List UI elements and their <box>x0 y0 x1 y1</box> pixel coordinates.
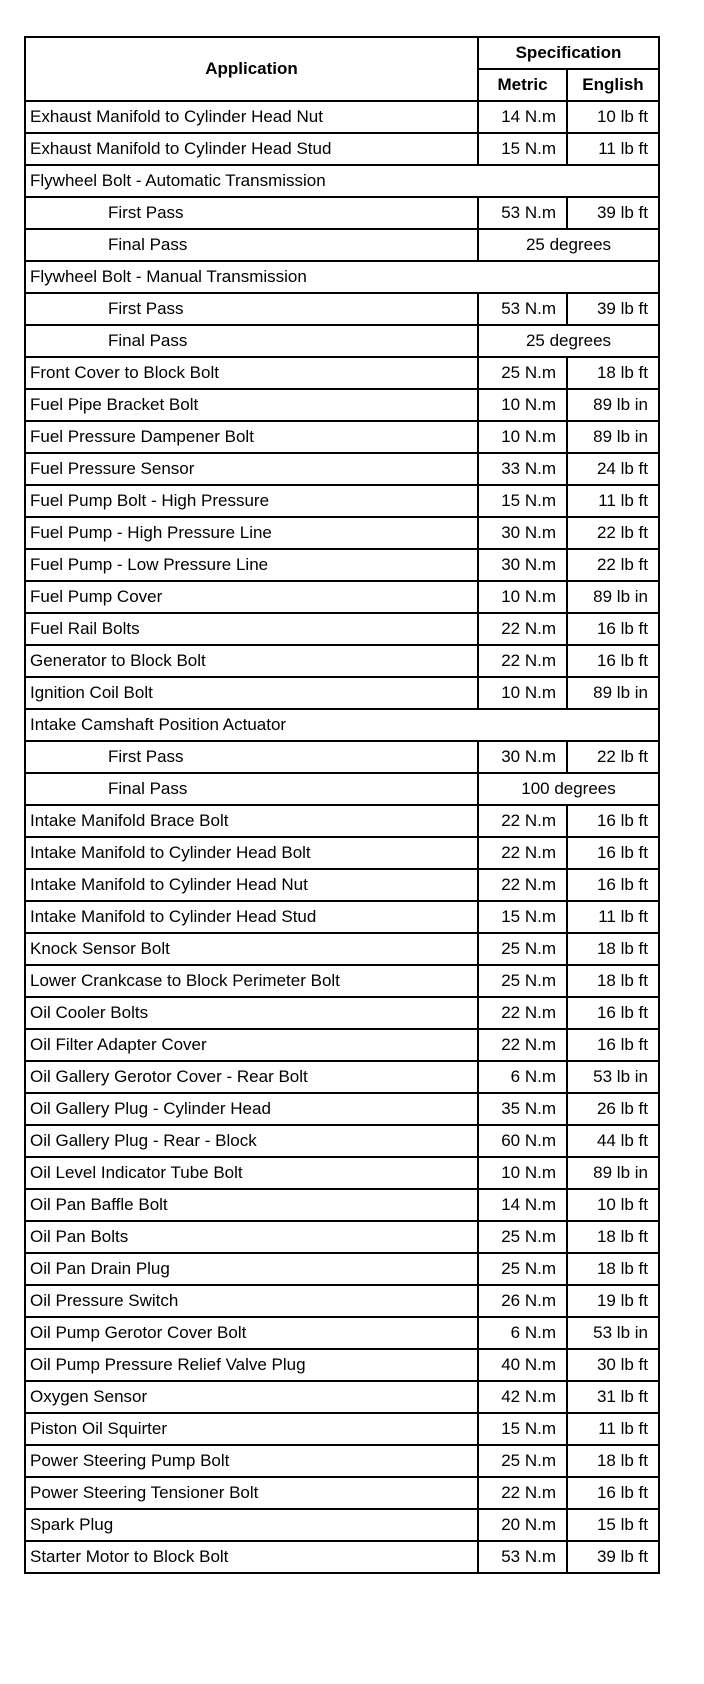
english-cell: 31 lb ft <box>567 1381 659 1413</box>
angle-spec-cell: 25 degrees <box>478 229 659 261</box>
table-row <box>25 1509 659 1541</box>
english-cell: 16 lb ft <box>567 1477 659 1509</box>
table-row <box>25 645 659 677</box>
table-row <box>25 421 659 453</box>
application-cell: Oil Filter Adapter Cover <box>25 1029 478 1061</box>
english-cell: 10 lb ft <box>567 1189 659 1221</box>
application-cell: Final Pass <box>25 325 478 357</box>
group-heading-cell: Flywheel Bolt - Manual Transmission <box>25 261 659 293</box>
english-cell: 16 lb ft <box>567 613 659 645</box>
table-row <box>25 101 659 133</box>
table-row <box>25 837 659 869</box>
application-cell: Fuel Pump - Low Pressure Line <box>25 549 478 581</box>
table-row <box>25 677 659 709</box>
table-row <box>25 1253 659 1285</box>
metric-cell: 40 N.m <box>478 1349 567 1381</box>
english-cell: 89 lb in <box>567 389 659 421</box>
table-row <box>25 357 659 389</box>
application-cell: Final Pass <box>25 773 478 805</box>
application-cell: First Pass <box>25 197 478 229</box>
english-cell: 24 lb ft <box>567 453 659 485</box>
english-cell: 53 lb in <box>567 1317 659 1349</box>
metric-cell: 10 N.m <box>478 677 567 709</box>
english-cell: 18 lb ft <box>567 1445 659 1477</box>
application-cell: Oil Gallery Plug - Cylinder Head <box>25 1093 478 1125</box>
group-heading-cell: Intake Camshaft Position Actuator <box>25 709 659 741</box>
english-cell: 39 lb ft <box>567 197 659 229</box>
table-row <box>25 613 659 645</box>
table-row <box>25 517 659 549</box>
table-row <box>25 869 659 901</box>
metric-cell: 22 N.m <box>478 869 567 901</box>
header-row <box>25 37 659 69</box>
metric-cell: 22 N.m <box>478 645 567 677</box>
metric-cell: 15 N.m <box>478 485 567 517</box>
application-cell: Power Steering Tensioner Bolt <box>25 1477 478 1509</box>
table-row <box>25 1061 659 1093</box>
metric-cell: 22 N.m <box>478 997 567 1029</box>
metric-cell: 6 N.m <box>478 1317 567 1349</box>
application-cell: Fuel Rail Bolts <box>25 613 478 645</box>
english-cell: 89 lb in <box>567 677 659 709</box>
application-cell: Fuel Pump Bolt - High Pressure <box>25 485 478 517</box>
table-row <box>25 805 659 837</box>
metric-cell: 60 N.m <box>478 1125 567 1157</box>
application-cell: First Pass <box>25 293 478 325</box>
header-metric: Metric <box>478 69 567 101</box>
english-cell: 10 lb ft <box>567 101 659 133</box>
english-cell: 18 lb ft <box>567 1221 659 1253</box>
table-row <box>25 261 659 293</box>
header-specification: Specification <box>478 37 659 69</box>
application-cell: Oil Pump Pressure Relief Valve Plug <box>25 1349 478 1381</box>
english-cell: 22 lb ft <box>567 549 659 581</box>
metric-cell: 20 N.m <box>478 1509 567 1541</box>
table-row <box>25 1541 659 1573</box>
metric-cell: 35 N.m <box>478 1093 567 1125</box>
table-row <box>25 1381 659 1413</box>
application-cell: Oil Pan Baffle Bolt <box>25 1189 478 1221</box>
english-cell: 11 lb ft <box>567 901 659 933</box>
group-heading-cell: Flywheel Bolt - Automatic Transmission <box>25 165 659 197</box>
english-cell: 11 lb ft <box>567 485 659 517</box>
table-row <box>25 165 659 197</box>
table-row <box>25 997 659 1029</box>
metric-cell: 25 N.m <box>478 933 567 965</box>
english-cell: 39 lb ft <box>567 293 659 325</box>
application-cell: Oil Pressure Switch <box>25 1285 478 1317</box>
metric-cell: 10 N.m <box>478 581 567 613</box>
english-cell: 19 lb ft <box>567 1285 659 1317</box>
english-cell: 18 lb ft <box>567 965 659 997</box>
application-cell: Oil Cooler Bolts <box>25 997 478 1029</box>
angle-spec-cell: 25 degrees <box>478 325 659 357</box>
metric-cell: 15 N.m <box>478 1413 567 1445</box>
metric-cell: 53 N.m <box>478 197 567 229</box>
metric-cell: 10 N.m <box>478 389 567 421</box>
english-cell: 26 lb ft <box>567 1093 659 1125</box>
table-row <box>25 325 659 357</box>
english-cell: 18 lb ft <box>567 357 659 389</box>
application-cell: Piston Oil Squirter <box>25 1413 478 1445</box>
english-cell: 44 lb ft <box>567 1125 659 1157</box>
metric-cell: 15 N.m <box>478 901 567 933</box>
english-cell: 16 lb ft <box>567 997 659 1029</box>
table-row <box>25 1413 659 1445</box>
english-cell: 22 lb ft <box>567 741 659 773</box>
table-row <box>25 485 659 517</box>
metric-cell: 33 N.m <box>478 453 567 485</box>
application-cell: Oil Level Indicator Tube Bolt <box>25 1157 478 1189</box>
application-cell: Intake Manifold to Cylinder Head Nut <box>25 869 478 901</box>
application-cell: Ignition Coil Bolt <box>25 677 478 709</box>
english-cell: 16 lb ft <box>567 805 659 837</box>
application-cell: Fuel Pump Cover <box>25 581 478 613</box>
application-cell: Fuel Pipe Bracket Bolt <box>25 389 478 421</box>
table-row <box>25 1285 659 1317</box>
english-cell: 11 lb ft <box>567 1413 659 1445</box>
metric-cell: 22 N.m <box>478 1477 567 1509</box>
table-row <box>25 389 659 421</box>
application-cell: Oil Gallery Plug - Rear - Block <box>25 1125 478 1157</box>
table-row <box>25 1477 659 1509</box>
english-cell: 22 lb ft <box>567 517 659 549</box>
metric-cell: 53 N.m <box>478 1541 567 1573</box>
application-cell: Fuel Pump - High Pressure Line <box>25 517 478 549</box>
metric-cell: 30 N.m <box>478 549 567 581</box>
metric-cell: 25 N.m <box>478 1253 567 1285</box>
application-cell: Fuel Pressure Dampener Bolt <box>25 421 478 453</box>
english-cell: 30 lb ft <box>567 1349 659 1381</box>
table-row <box>25 229 659 261</box>
application-cell: Oxygen Sensor <box>25 1381 478 1413</box>
application-cell: Generator to Block Bolt <box>25 645 478 677</box>
metric-cell: 53 N.m <box>478 293 567 325</box>
table-row <box>25 1157 659 1189</box>
metric-cell: 42 N.m <box>478 1381 567 1413</box>
metric-cell: 10 N.m <box>478 1157 567 1189</box>
table-row <box>25 1221 659 1253</box>
english-cell: 16 lb ft <box>567 837 659 869</box>
table-row <box>25 1093 659 1125</box>
application-cell: Lower Crankcase to Block Perimeter Bolt <box>25 965 478 997</box>
table-row <box>25 1445 659 1477</box>
table-row <box>25 1317 659 1349</box>
english-cell: 16 lb ft <box>567 1029 659 1061</box>
metric-cell: 22 N.m <box>478 1029 567 1061</box>
application-cell: Intake Manifold Brace Bolt <box>25 805 478 837</box>
application-cell: Intake Manifold to Cylinder Head Stud <box>25 901 478 933</box>
english-cell: 18 lb ft <box>567 1253 659 1285</box>
application-cell: Exhaust Manifold to Cylinder Head Nut <box>25 101 478 133</box>
metric-cell: 14 N.m <box>478 1189 567 1221</box>
header-english: English <box>567 69 659 101</box>
table-row <box>25 1029 659 1061</box>
english-cell: 18 lb ft <box>567 933 659 965</box>
angle-spec-cell: 100 degrees <box>478 773 659 805</box>
table-row <box>25 293 659 325</box>
metric-cell: 26 N.m <box>478 1285 567 1317</box>
application-cell: First Pass <box>25 741 478 773</box>
table-row <box>25 965 659 997</box>
metric-cell: 10 N.m <box>478 421 567 453</box>
english-cell: 39 lb ft <box>567 1541 659 1573</box>
table-row <box>25 1349 659 1381</box>
application-cell: Starter Motor to Block Bolt <box>25 1541 478 1573</box>
table-row <box>25 549 659 581</box>
table-row <box>25 1125 659 1157</box>
application-cell: Oil Pan Bolts <box>25 1221 478 1253</box>
english-cell: 89 lb in <box>567 1157 659 1189</box>
english-cell: 89 lb in <box>567 581 659 613</box>
english-cell: 53 lb in <box>567 1061 659 1093</box>
application-cell: Fuel Pressure Sensor <box>25 453 478 485</box>
metric-cell: 22 N.m <box>478 805 567 837</box>
table-row <box>25 1189 659 1221</box>
table-row <box>25 133 659 165</box>
application-cell: Intake Manifold to Cylinder Head Bolt <box>25 837 478 869</box>
table-row <box>25 773 659 805</box>
table-row <box>25 709 659 741</box>
metric-cell: 14 N.m <box>478 101 567 133</box>
application-cell: Knock Sensor Bolt <box>25 933 478 965</box>
application-cell: Power Steering Pump Bolt <box>25 1445 478 1477</box>
application-cell: Front Cover to Block Bolt <box>25 357 478 389</box>
application-cell: Final Pass <box>25 229 478 261</box>
metric-cell: 22 N.m <box>478 837 567 869</box>
table-row <box>25 933 659 965</box>
torque-spec-table <box>24 36 660 1574</box>
table-row <box>25 453 659 485</box>
application-cell: Spark Plug <box>25 1509 478 1541</box>
english-cell: 16 lb ft <box>567 869 659 901</box>
english-cell: 89 lb in <box>567 421 659 453</box>
application-cell: Oil Pan Drain Plug <box>25 1253 478 1285</box>
english-cell: 15 lb ft <box>567 1509 659 1541</box>
metric-cell: 25 N.m <box>478 1221 567 1253</box>
metric-cell: 25 N.m <box>478 965 567 997</box>
metric-cell: 25 N.m <box>478 357 567 389</box>
application-cell: Exhaust Manifold to Cylinder Head Stud <box>25 133 478 165</box>
english-cell: 16 lb ft <box>567 645 659 677</box>
table-body <box>25 37 659 1573</box>
header-application: Application <box>25 37 478 101</box>
english-cell: 11 lb ft <box>567 133 659 165</box>
table-row <box>25 901 659 933</box>
metric-cell: 25 N.m <box>478 1445 567 1477</box>
application-cell: Oil Gallery Gerotor Cover - Rear Bolt <box>25 1061 478 1093</box>
table-row <box>25 581 659 613</box>
metric-cell: 30 N.m <box>478 517 567 549</box>
metric-cell: 22 N.m <box>478 613 567 645</box>
application-cell: Oil Pump Gerotor Cover Bolt <box>25 1317 478 1349</box>
metric-cell: 6 N.m <box>478 1061 567 1093</box>
table-row <box>25 741 659 773</box>
metric-cell: 30 N.m <box>478 741 567 773</box>
metric-cell: 15 N.m <box>478 133 567 165</box>
table-row <box>25 197 659 229</box>
